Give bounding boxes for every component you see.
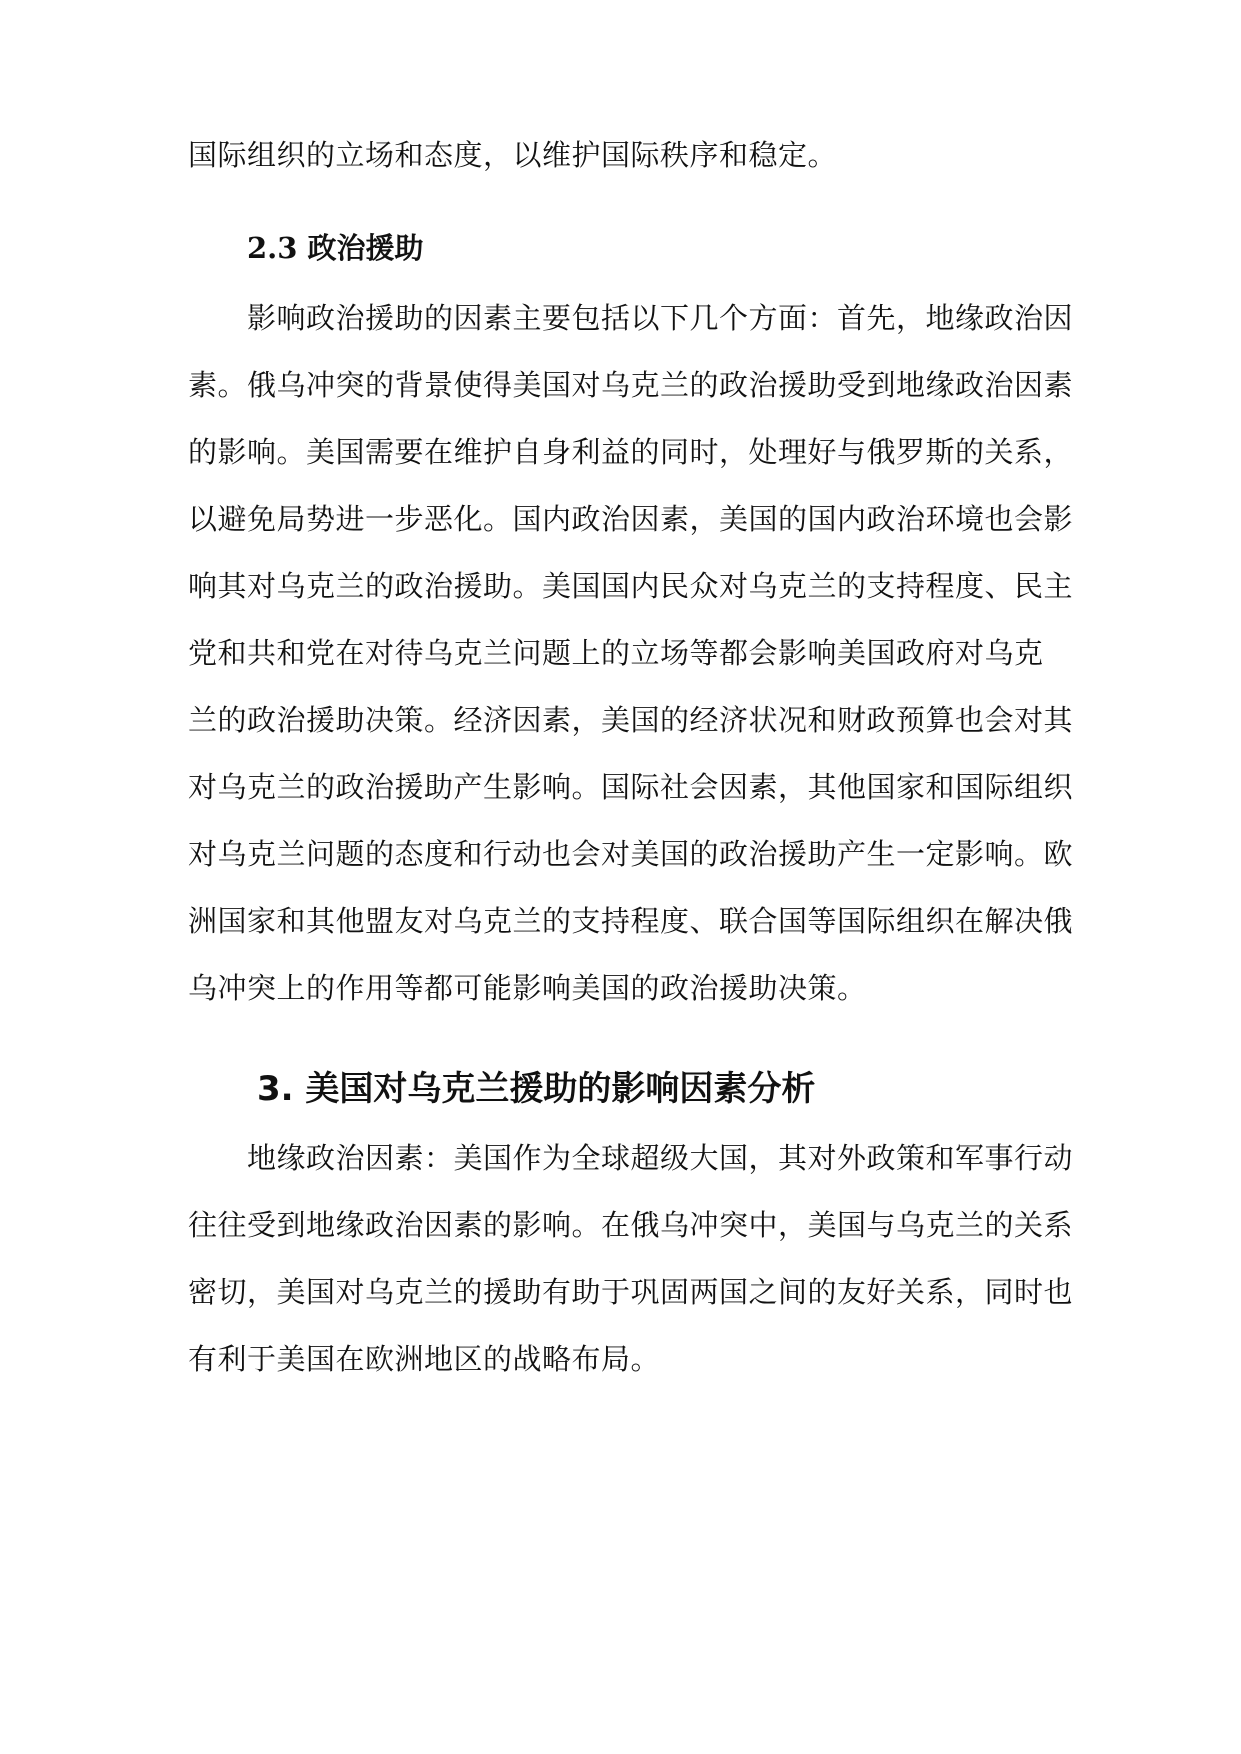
paragraph-line: 对乌克兰问题的态度和行动也会对美国的政治援助产生一定影响。欧 [188, 837, 1074, 871]
paragraph-line: 的影响。美国需要在维护自身利益的同时，处理好与俄罗斯的关系， [188, 435, 1074, 469]
paragraph-line: 乌冲突上的作用等都可能影响美国的政治援助决策。 [188, 971, 867, 1005]
paragraph-line: 响其对乌克兰的政治援助。美国国内民众对乌克兰的支持程度、民主 [188, 569, 1074, 603]
paragraph-line: 密切，美国对乌克兰的援助有助于巩固两国之间的友好关系，同时也 [188, 1275, 1074, 1309]
paragraph-line: 地缘政治因素：美国作为全球超级大国，其对外政策和军事行动 [247, 1141, 1074, 1175]
paragraph-line: 兰的政治援助决策。经济因素，美国的经济状况和财政预算也会对其 [188, 703, 1074, 737]
paragraph-line: 以避免局势进一步恶化。国内政治因素，美国的国内政治环境也会影 [188, 502, 1074, 536]
paragraph-line: 素。俄乌冲突的背景使得美国对乌克兰的政治援助受到地缘政治因素 [188, 368, 1074, 402]
section-2-3-heading: 2.3 政治援助 [247, 231, 424, 265]
intro-paragraph-line: 国际组织的立场和态度，以维护国际秩序和稳定。 [188, 138, 838, 172]
paragraph-line: 影响政治援助的因素主要包括以下几个方面：首先，地缘政治因 [247, 301, 1074, 335]
paragraph-line: 洲国家和其他盟友对乌克兰的支持程度、联合国等国际组织在解决俄 [188, 904, 1074, 938]
paragraph-line: 党和共和党在对待乌克兰问题上的立场等都会影响美国政府对乌克 [188, 636, 1044, 670]
paragraph-line: 有利于美国在欧洲地区的战略布局。 [188, 1342, 661, 1376]
section-3-heading: 3. 美国对乌克兰援助的影响因素分析 [257, 1069, 816, 1109]
paragraph-line: 对乌克兰的政治援助产生影响。国际社会因素，其他国家和国际组织 [188, 770, 1074, 804]
paragraph-line: 往往受到地缘政治因素的影响。在俄乌冲突中，美国与乌克兰的关系 [188, 1208, 1074, 1242]
